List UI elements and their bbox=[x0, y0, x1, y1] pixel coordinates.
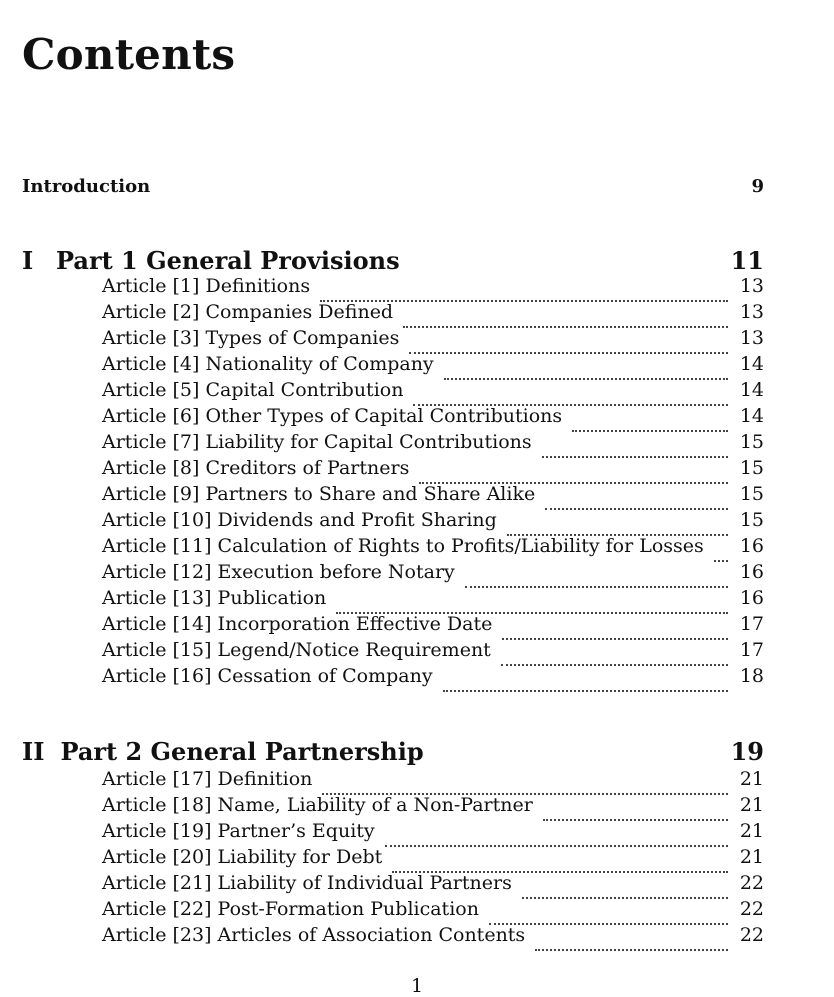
part-2-page: 19 bbox=[730, 736, 764, 766]
toc-entry bbox=[102, 922, 764, 948]
toc-entry-page: 14 bbox=[739, 352, 764, 375]
dot-leader bbox=[443, 671, 728, 692]
toc-entry-page: 22 bbox=[739, 897, 764, 920]
toc-entry bbox=[102, 403, 764, 429]
toc-entry-title: Article [4] Nationality of Company bbox=[102, 352, 434, 375]
toc-entry bbox=[102, 325, 764, 351]
toc-entry bbox=[102, 533, 764, 559]
toc-entry-title: Article [20] Liability for Debt bbox=[102, 845, 383, 868]
dot-leader bbox=[403, 307, 728, 328]
toc-entry-page: 15 bbox=[739, 456, 764, 479]
part-1-numeral: I bbox=[22, 245, 34, 275]
dot-leader bbox=[714, 541, 728, 562]
toc-entry bbox=[102, 611, 764, 637]
dot-leader bbox=[336, 593, 728, 614]
toc-entry-page: 17 bbox=[739, 638, 764, 661]
toc-entry bbox=[102, 766, 764, 792]
dot-leader bbox=[502, 619, 728, 640]
dot-leader bbox=[489, 904, 728, 925]
toc-entry-page: 13 bbox=[739, 274, 764, 297]
toc-entry-page: 15 bbox=[739, 508, 764, 531]
toc-entry bbox=[102, 429, 764, 455]
toc-entry-page: 16 bbox=[739, 586, 764, 609]
toc-entry-title: Article [9] Partners to Share and Share Alike bbox=[102, 482, 536, 505]
toc-entry-title: Article [2] Companies Defined bbox=[102, 300, 394, 323]
toc-entry-title: Article [16] Cessation of Company bbox=[102, 664, 433, 687]
toc-entry-page: 16 bbox=[739, 534, 764, 557]
toc-entry-title: Article [22] Post-Formation Publication bbox=[102, 897, 479, 920]
footer-page-number: 1 bbox=[410, 975, 424, 997]
toc-entry-page: 21 bbox=[739, 793, 764, 816]
introduction-label: Introduction bbox=[22, 175, 151, 197]
dot-leader bbox=[409, 333, 728, 354]
toc-entry-page: 14 bbox=[739, 404, 764, 427]
page-title: Contents bbox=[22, 30, 236, 79]
toc-entry-page: 13 bbox=[739, 326, 764, 349]
toc-entry-title: Article [13] Publication bbox=[102, 586, 327, 609]
toc-entry bbox=[102, 481, 764, 507]
toc-entry-title: Article [3] Types of Companies bbox=[102, 326, 400, 349]
toc-entry-page: 21 bbox=[739, 819, 764, 842]
toc-entry bbox=[102, 792, 764, 818]
dot-leader bbox=[385, 826, 728, 847]
dot-leader bbox=[535, 930, 728, 951]
toc-entry-title: Article [14] Incorporation Effective Date bbox=[102, 612, 493, 635]
toc-entry bbox=[102, 299, 764, 325]
toc-entry-title: Article [15] Legend/Notice Requirement bbox=[102, 638, 491, 661]
toc-entry-title: Article [23] Articles of Association Contents bbox=[102, 923, 526, 946]
dot-leader bbox=[392, 852, 728, 873]
toc-entry-page: 18 bbox=[739, 664, 764, 687]
toc-entry bbox=[102, 818, 764, 844]
part-2-numeral: II bbox=[22, 736, 45, 766]
dot-leader bbox=[545, 489, 728, 510]
introduction-page: 9 bbox=[751, 175, 764, 197]
toc-entry-page: 22 bbox=[739, 923, 764, 946]
toc-entry-title: Article [10] Dividends and Profit Sharing bbox=[102, 508, 497, 531]
toc-entry bbox=[102, 663, 764, 689]
toc-entry bbox=[102, 507, 764, 533]
toc-entry-page: 15 bbox=[739, 430, 764, 453]
dot-leader bbox=[419, 463, 728, 484]
dot-leader bbox=[522, 878, 728, 899]
toc-entry-title: Article [7] Liability for Capital Contributions bbox=[102, 430, 532, 453]
toc-entry bbox=[102, 377, 764, 403]
toc-entry bbox=[102, 273, 764, 299]
dot-leader bbox=[501, 645, 728, 666]
part-2-article-list bbox=[102, 766, 764, 948]
toc-entry-title: Article [12] Execution before Notary bbox=[102, 560, 455, 583]
part-2-title-group bbox=[22, 737, 424, 766]
toc-entry bbox=[102, 585, 764, 611]
toc-entry-page: 13 bbox=[739, 300, 764, 323]
dot-leader bbox=[320, 281, 728, 302]
dot-leader bbox=[322, 774, 728, 795]
part-2-title: Part 2 General Partnership bbox=[60, 736, 424, 766]
toc-entry-page: 14 bbox=[739, 378, 764, 401]
toc-entry-title: Article [18] Name, Liability of a Non-Partner bbox=[102, 793, 533, 816]
part-1-title-group bbox=[22, 246, 400, 275]
dot-leader bbox=[465, 567, 728, 588]
toc-entry bbox=[102, 896, 764, 922]
toc-entry bbox=[102, 559, 764, 585]
introduction-row bbox=[22, 175, 764, 197]
part-2-heading bbox=[22, 736, 764, 766]
dot-leader bbox=[542, 437, 728, 458]
part-1-article-list bbox=[102, 273, 764, 689]
dot-leader bbox=[413, 385, 728, 406]
dot-leader bbox=[543, 800, 728, 821]
toc-entry-title: Article [11] Calculation of Rights to Profits/Liability for Losses bbox=[102, 534, 704, 557]
dot-leader bbox=[572, 411, 728, 432]
toc-entry bbox=[102, 870, 764, 896]
toc-entry-title: Article [21] Liability of Individual Partners bbox=[102, 871, 512, 894]
toc-entry-title: Article [19] Partner’s Equity bbox=[102, 819, 375, 842]
toc-entry-title: Article [8] Creditors of Partners bbox=[102, 456, 410, 479]
part-1-heading bbox=[22, 245, 764, 275]
toc-entry-page: 21 bbox=[739, 767, 764, 790]
toc-entry-page: 22 bbox=[739, 871, 764, 894]
toc-entry-title: Article [5] Capital Contribution bbox=[102, 378, 404, 401]
part-1-title: Part 1 General Provisions bbox=[56, 245, 400, 275]
toc-entry-page: 21 bbox=[739, 845, 764, 868]
toc-entry bbox=[102, 351, 764, 377]
toc-entry-title: Article [1] Definitions bbox=[102, 274, 311, 297]
toc-entry-page: 17 bbox=[739, 612, 764, 635]
toc-entry-page: 16 bbox=[739, 560, 764, 583]
toc-entry-page: 15 bbox=[739, 482, 764, 505]
toc-entry-title: Article [6] Other Types of Capital Contributions bbox=[102, 404, 563, 427]
part-1-page: 11 bbox=[730, 245, 764, 275]
dot-leader bbox=[507, 515, 728, 536]
toc-entry-title: Article [17] Definition bbox=[102, 767, 313, 790]
toc-entry bbox=[102, 637, 764, 663]
dot-leader bbox=[444, 359, 728, 380]
toc-entry bbox=[102, 844, 764, 870]
toc-entry bbox=[102, 455, 764, 481]
